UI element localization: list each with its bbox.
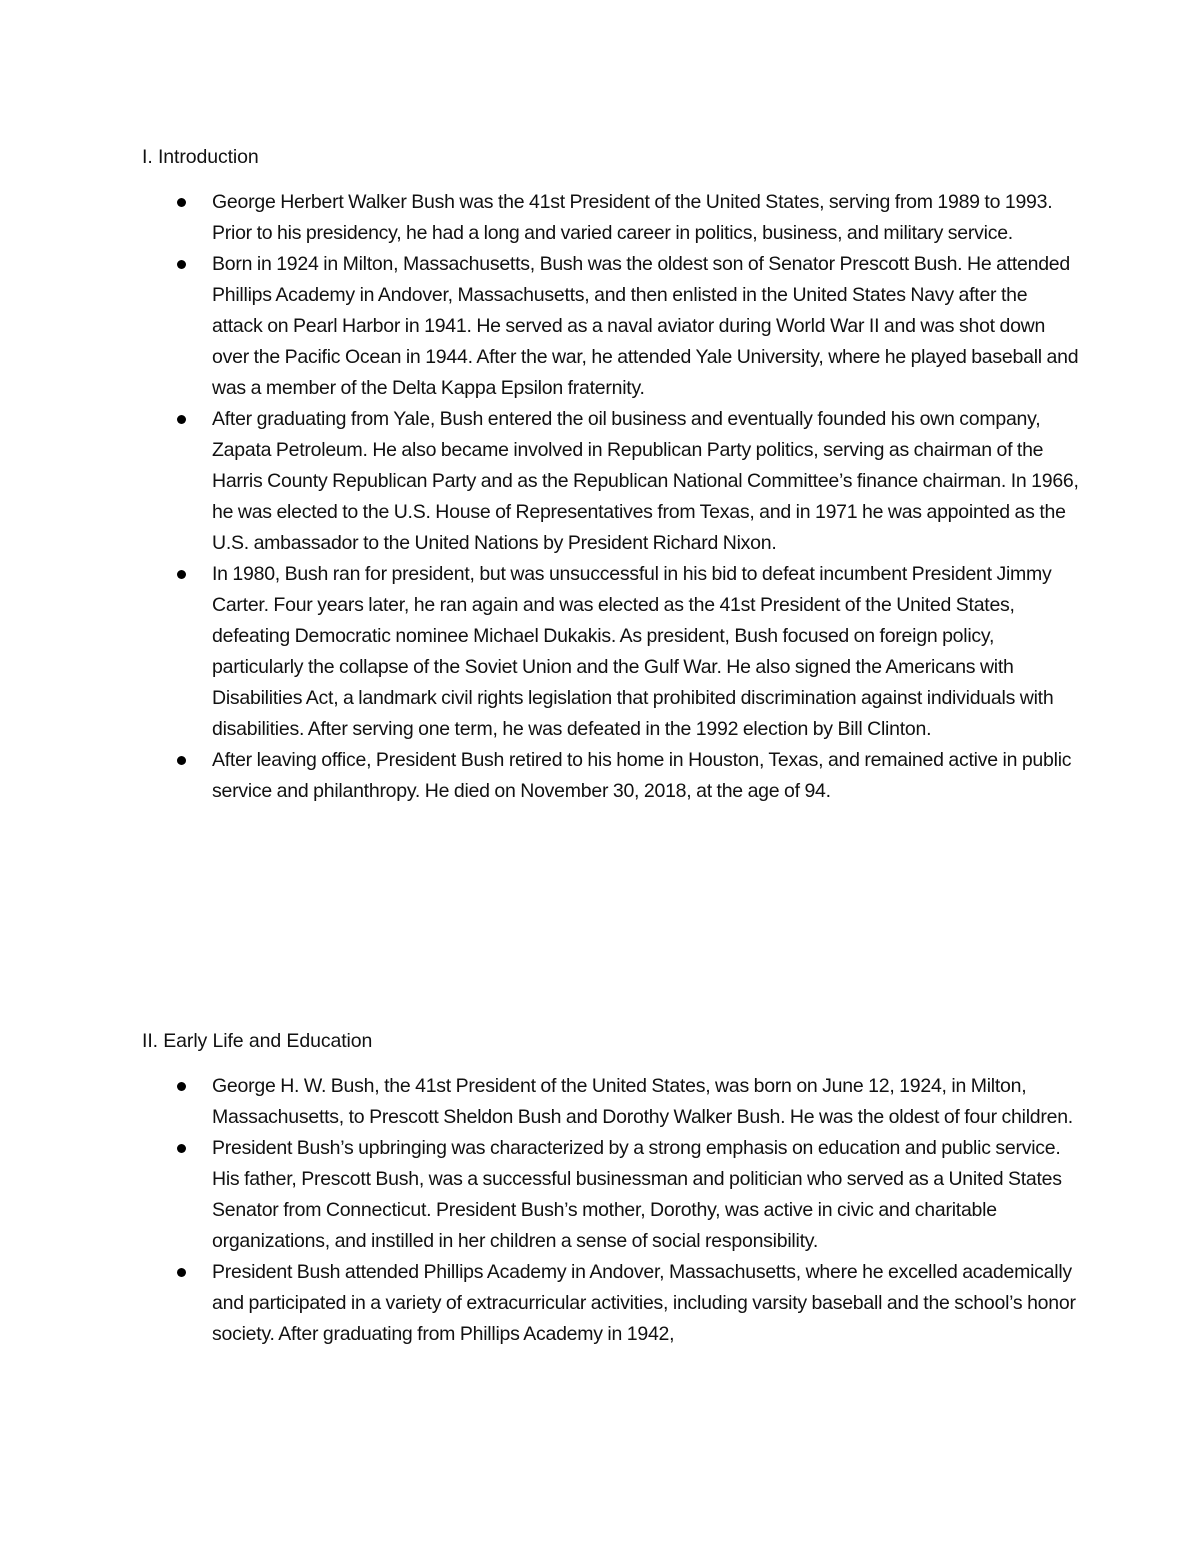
bullet-icon — [177, 1082, 186, 1091]
list-item — [142, 1071, 1082, 1133]
bullet-list — [142, 187, 1082, 807]
section-heading: II. Early Life and Education — [142, 1030, 373, 1052]
list-item-text: After leaving office, President Bush retired to his home in Houston, Texas, and remained active in public service and philanthropy. He died on November 30, 2018, at the age of 94. — [212, 749, 1072, 802]
section-heading: I. Introduction — [142, 146, 259, 168]
list-item-text: After graduating from Yale, Bush entered the oil business and eventually founded his own company, Zapata Petroleum. He also became involved in Republican Party politics, serving as chairman of the Harris County Republican Party and as the Republican National Committee’s finance chairman. In 1966, he was elected to the U.S. House of Representatives from Texas, and in 1971 he was appointed as the U.S. ambassador to the United Nations by President Richard Nixon. — [212, 408, 1079, 554]
list-item-text: President Bush’s upbringing was characterized by a strong emphasis on education and public service. His father, Prescott Bush, was a successful businessman and politician who served as a United States Senator from Connecticut. President Bush’s mother, Dorothy, was active in civic and charitable organizations, and instilled in her children a sense of social responsibility. — [212, 1137, 1062, 1252]
bullet-icon — [177, 1268, 186, 1277]
bullet-icon — [177, 570, 186, 579]
section-introduction — [142, 143, 1082, 807]
bullet-icon — [177, 1144, 186, 1153]
list-item-text: George H. W. Bush, the 41st President of the United States, was born on June 12, 1924, in Milton, Massachusetts, to Prescott Sheldon Bush and Dorothy Walker Bush. He was the oldest of four children. — [212, 1075, 1073, 1128]
list-item — [142, 187, 1082, 249]
bullet-list — [142, 1071, 1082, 1350]
list-item-text: In 1980, Bush ran for president, but was unsuccessful in his bid to defeat incumbent President Jimmy Carter. Four years later, he ran again and was elected as the 41st President of the United States, defeating Democratic nominee Michael Dukakis. As president, Bush focused on foreign policy, particularly the collapse of the Soviet Union and the Gulf War. He also signed the Americans with Disabilities Act, a landmark civil rights legislation that prohibited discrimination against individuals with disabilities. After serving one term, he was defeated in the 1992 election by Bill Clinton. — [212, 563, 1054, 740]
list-item-text: George Herbert Walker Bush was the 41st President of the United States, serving from 1989 to 1993. Prior to his presidency, he had a long and varied career in politics, business, and military service. — [212, 191, 1053, 244]
list-item — [142, 1133, 1082, 1257]
list-item-text: President Bush attended Phillips Academy in Andover, Massachusetts, where he excelled academically and participated in a variety of extracurricular activities, including varsity baseball and the school’s honor society. After graduating from Phillips Academy in 1942, — [212, 1261, 1076, 1345]
bullet-icon — [177, 198, 186, 207]
list-item — [142, 249, 1082, 404]
bullet-icon — [177, 756, 186, 765]
list-item — [142, 1257, 1082, 1350]
list-item — [142, 559, 1082, 745]
list-item-text: Born in 1924 in Milton, Massachusetts, Bush was the oldest son of Senator Prescott Bush. He attended Phillips Academy in Andover, Massachusetts, and then enlisted in the United States Navy after the attack on Pearl Harbor in 1941. He served as a naval aviator during World War II and was shot down over the Pacific Ocean in 1944. After the war, he attended Yale University, where he played baseball and was a member of the Delta Kappa Epsilon fraternity. — [212, 253, 1079, 399]
list-item — [142, 745, 1082, 807]
list-item — [142, 404, 1082, 559]
bullet-icon — [177, 260, 186, 269]
section-early-life — [142, 1027, 1082, 1350]
bullet-icon — [177, 415, 186, 424]
